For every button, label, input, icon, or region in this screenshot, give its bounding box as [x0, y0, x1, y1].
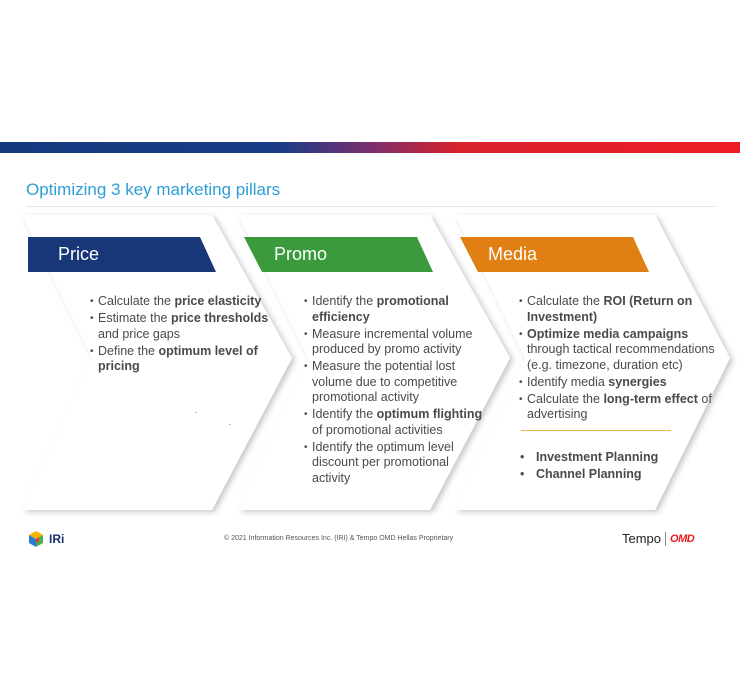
price-header-label: Price [58, 244, 100, 264]
list-item: • Identify the promotional efficiency [304, 294, 489, 325]
list-item: • Calculate the price elasticity [90, 294, 272, 310]
media-list-column [519, 294, 719, 424]
media-header-label: Media [488, 244, 538, 264]
price-header-band [28, 237, 216, 272]
tempo-omd-logo [622, 531, 694, 546]
list-item: • Measure the potential lost volume due to competitive promotional activity [304, 359, 489, 406]
price-list-column [90, 294, 272, 376]
slide-title: Optimizing 3 key marketing pillars [26, 180, 281, 199]
list-item: • Estimate the price thresholds and price gaps [90, 311, 272, 342]
omd-logo-text: OMD [670, 532, 695, 545]
stray-mark [229, 424, 231, 425]
list-item: • Optimize media campaigns through tactical recommendations (e.g. timezone, duration etc) [519, 327, 719, 374]
media-separator [521, 430, 671, 431]
list-item: • Identify media synergies [519, 375, 719, 391]
iri-logo-text: IRi [49, 532, 65, 546]
list-item: • Measure incremental volume produced by promo activity [304, 327, 489, 358]
planning-item: • Channel Planning [520, 467, 642, 481]
tempo-logo-text: Tempo [622, 531, 662, 546]
list-item: • Calculate the long-term effect of advertising [519, 392, 719, 423]
iri-logo [27, 530, 64, 548]
iri-cube-icon [27, 530, 45, 548]
promo-header-band [244, 237, 433, 272]
stray-mark [195, 412, 197, 413]
list-item: • Define the optimum level of pricing [90, 344, 272, 375]
copyright-text: © 2021 Information Resources Inc. (IRI) & Tempo OMD Hellas Proprietary [224, 535, 454, 542]
promo-list-column [304, 294, 489, 488]
planning-item: • Investment Planning [520, 450, 659, 464]
logo-divider [665, 532, 666, 546]
list-item: • Calculate the ROI (Return on Investment) [519, 294, 719, 325]
list-item: • Identify the optimum level discount per promotional activity [304, 440, 489, 487]
list-item: • Identify the optimum flighting of promotional activities [304, 407, 489, 438]
promo-header-label: Promo [274, 244, 328, 264]
